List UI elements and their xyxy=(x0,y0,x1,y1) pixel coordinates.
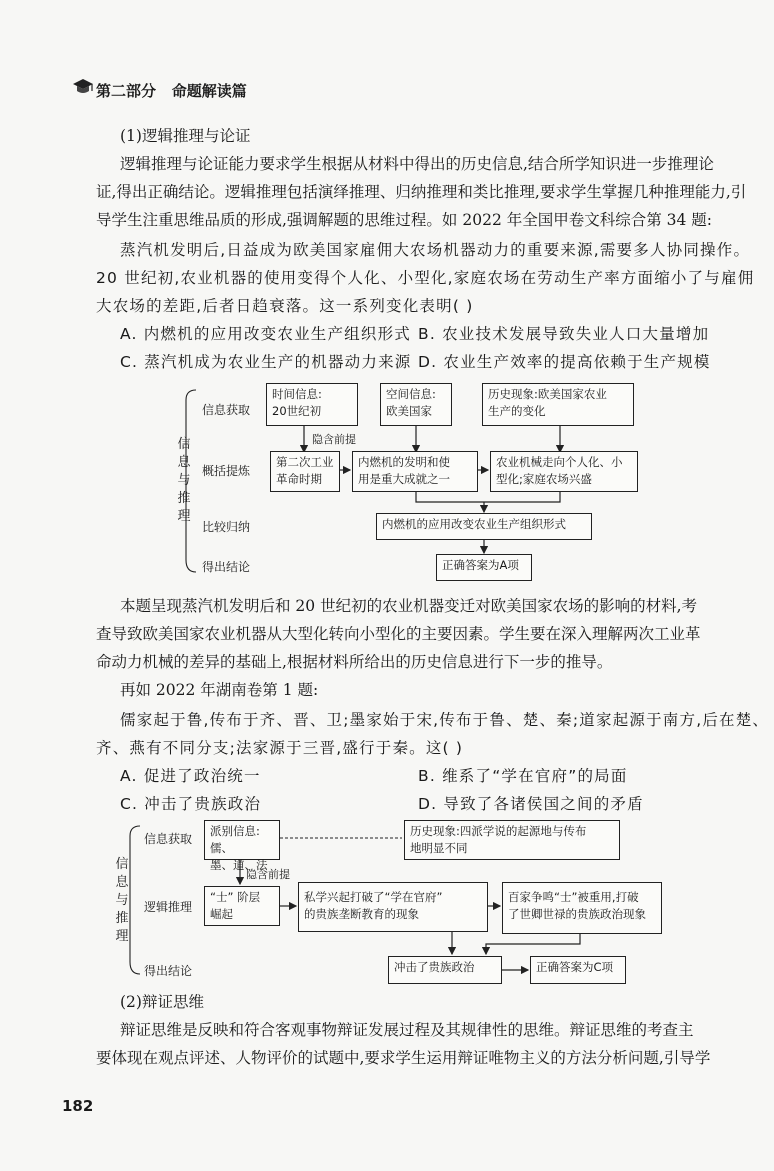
answer-box: 正确答案为A项 xyxy=(436,554,532,581)
row-label-conclusion: 得出结论 xyxy=(202,560,251,574)
hidden-premise-label: 隐含前提 xyxy=(246,868,290,881)
header-title: 命题解读篇 xyxy=(171,82,247,100)
option-b: B. 维系了“学在官府”的局面 xyxy=(418,767,628,785)
hidden-premise-label: 隐含前提 xyxy=(312,433,356,446)
option-d: D. 导致了各诸侯国之间的矛盾 xyxy=(418,795,644,813)
paragraph-line: 辩证思维是反映和符合客观事物辩证发展过程及其规律性的思维。辩证思维的考查主 xyxy=(120,1021,694,1039)
conclusion-box: 冲击了贵族政治 xyxy=(388,956,502,984)
row-label-summary: 概括提炼 xyxy=(202,464,251,478)
row-label-compare: 比较归纳 xyxy=(202,520,251,534)
option-a: A. 内燃机的应用改变农业生产组织形式 xyxy=(120,325,411,343)
question-stem-line: 齐、燕有不同分支;法家源于三晋,盛行于秦。这( ) xyxy=(96,739,464,757)
section-heading-logic: (1)逻辑推理与论证 xyxy=(120,127,251,145)
row-label-conclusion: 得出结论 xyxy=(144,964,193,978)
question-stem-line: 大农场的差距,后者日趋衰落。这一系列变化表明( ) xyxy=(96,297,474,315)
option-d: D. 农业生产效率的提高依赖于生产规模 xyxy=(418,353,711,371)
question-stem-line: 蒸汽机发明后,日益成为欧美国家雇佣大农场机器动力的重要来源,需要多人协同操作。 xyxy=(120,241,751,259)
compare-box: 内燃机的应用改变农业生产组织形式 xyxy=(376,513,592,540)
flowchart-2-side-label: 信 息 与 推 理 xyxy=(115,857,129,944)
question-stem-line: 20 世纪初,农业机器的使用变得个人化、小型化,家庭农场在劳动生产率方面缩小了与雇佣 xyxy=(96,269,755,287)
shi-rise-box: “士” 阶层 崛起 xyxy=(204,886,280,926)
paragraph-line: 要体现在观点评述、人物评价的试题中,要求学生运用辩证唯物主义的方法分析问题,引导学 xyxy=(96,1049,711,1067)
paragraph-line: 逻辑推理与论证能力要求学生根据从材料中得出的历史信息,结合所学知识进一步推理论 xyxy=(120,155,714,173)
row-label-info: 信息获取 xyxy=(202,403,251,417)
space-info-box: 空间信息: 欧美国家 xyxy=(380,383,452,426)
header-section: 第二部分 xyxy=(96,82,157,100)
school-info-box: 派别信息:儒、 墨、道、法 xyxy=(204,820,280,860)
option-a: A. 促进了政治统一 xyxy=(120,767,261,785)
page-header xyxy=(96,80,247,101)
history-info-box-2: 历史现象:四派学说的起源地与传布 地明显不同 xyxy=(404,820,620,860)
page-number: 182 xyxy=(62,1097,94,1115)
row-label-reasoning: 逻辑推理 xyxy=(144,900,193,914)
section-heading-dialectic: (2)辩证思维 xyxy=(120,993,204,1011)
paragraph-line: 导学生注重思维品质的形成,强调解题的思维过程。如 2022 年全国甲卷文科综合第 34 题: xyxy=(96,211,713,229)
farm-box: 农业机械走向个人化、小 型化;家庭农场兴盛 xyxy=(490,451,638,492)
option-b: B. 农业技术发展导致失业人口大量增加 xyxy=(418,325,710,343)
history-info-box: 历史现象:欧美国家农业 生产的变化 xyxy=(482,383,634,426)
paragraph-line: 本题呈现蒸汽机发明后和 20 世纪初的农业机器变迁对欧美国家农场的影响的材料,考 xyxy=(120,597,698,615)
question-intro: 再如 2022 年湖南卷第 1 题: xyxy=(120,681,319,699)
hundred-schools-box: 百家争鸣“士”被重用,打破 了世卿世禄的贵族政治现象 xyxy=(502,882,662,934)
option-c: C. 蒸汽机成为农业生产的机器动力来源 xyxy=(120,353,412,371)
graduation-cap-icon xyxy=(72,78,94,96)
question-stem-line: 儒家起于鲁,传布于齐、晋、卫;墨家始于宋,传布于鲁、楚、秦;道家起源于南方,后在楚、 xyxy=(120,711,770,729)
answer-box-2: 正确答案为C项 xyxy=(530,956,626,984)
paragraph-line: 证,得出正确结论。逻辑推理包括演绎推理、归纳推理和类比推理,要求学生掌握几种推理能力,引 xyxy=(96,183,747,201)
engine-box: 内燃机的发明和使 用是重大成就之一 xyxy=(352,451,478,492)
paragraph-line: 查导致欧美国家农业机器从大型化转向小型化的主要因素。学生要在深入理解两次工业革 xyxy=(96,625,701,643)
option-c: C. 冲击了贵族政治 xyxy=(120,795,262,813)
row-label-info: 信息获取 xyxy=(144,832,193,846)
era-box: 第二次工业 革命时期 xyxy=(270,451,340,492)
time-info-box: 时间信息: 20世纪初 xyxy=(266,383,358,426)
paragraph-line: 命动力机械的差异的基础上,根据材料所给出的历史信息进行下一步的推导。 xyxy=(96,653,613,671)
private-school-box: 私学兴起打破了“学在官府” 的贵族垄断教育的现象 xyxy=(298,882,488,932)
flowchart-1-side-label: 信 息 与 推 理 xyxy=(177,437,191,524)
